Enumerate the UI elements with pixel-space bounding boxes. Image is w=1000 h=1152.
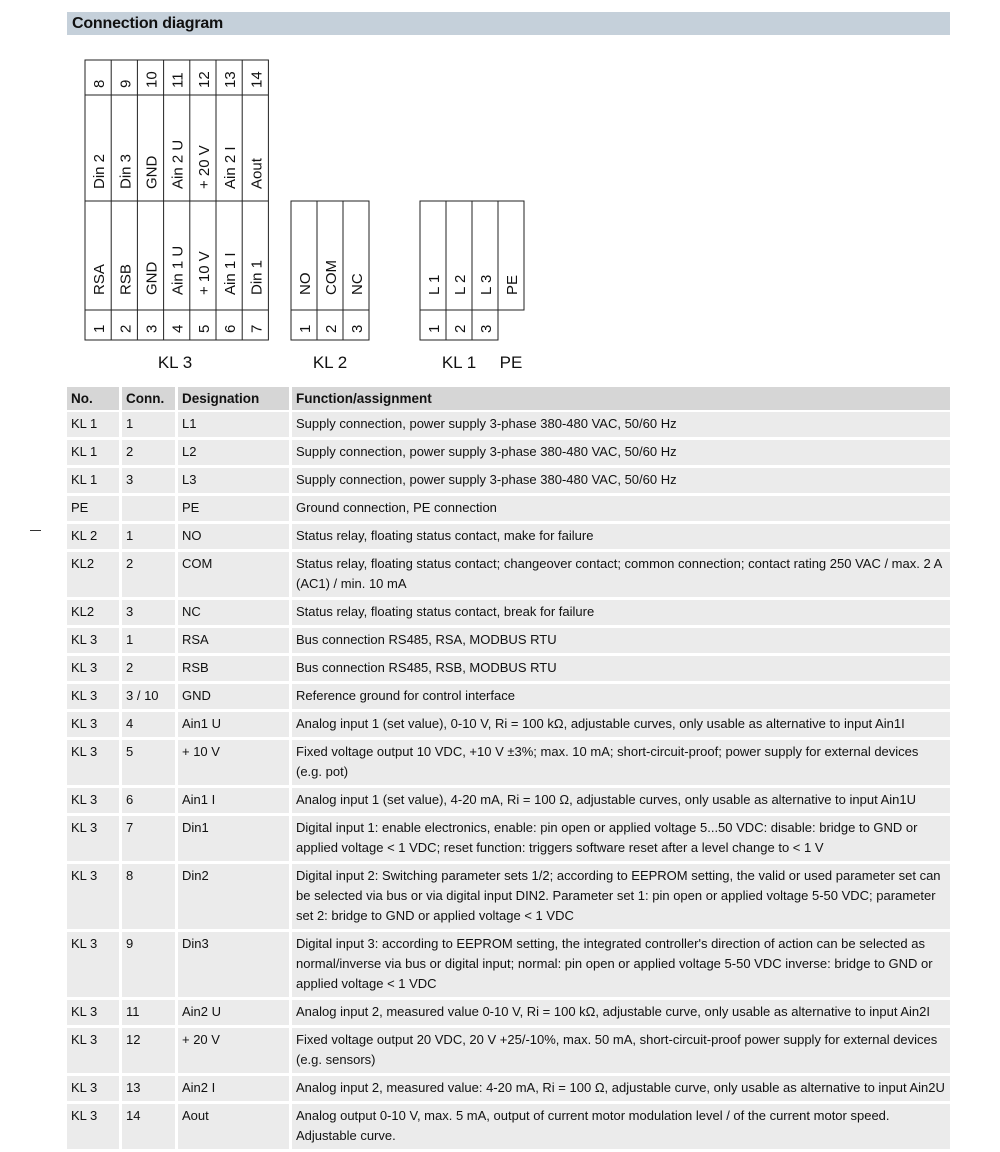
cell-no: KL 3 bbox=[67, 740, 122, 788]
table-row bbox=[67, 496, 950, 524]
cell-designation: NC bbox=[178, 600, 292, 628]
section-title: Connection diagram bbox=[67, 12, 950, 35]
kl3-bottom-name: + 10 V bbox=[195, 251, 213, 295]
kl3-top-name: + 20 V bbox=[195, 145, 213, 189]
cell-designation: L3 bbox=[178, 468, 292, 496]
cell-designation: Din3 bbox=[178, 932, 292, 1000]
table-header-row bbox=[67, 387, 950, 412]
pe-name: PE bbox=[504, 274, 521, 295]
cell-conn: 13 bbox=[122, 1076, 178, 1104]
kl2-number: 2 bbox=[323, 324, 340, 333]
kl1-outline bbox=[420, 201, 498, 340]
cell-designation: RSA bbox=[178, 628, 292, 656]
kl3-bottom-name: RSB bbox=[117, 264, 135, 295]
cell-no: KL2 bbox=[67, 552, 122, 600]
cell-function: Supply connection, power supply 3-phase 380-480 VAC, 50/60 Hz bbox=[292, 440, 950, 468]
cell-no: KL 3 bbox=[67, 684, 122, 712]
terminal-block-kl1 bbox=[420, 201, 498, 340]
cell-function: Fixed voltage output 10 VDC, +10 V ±3%; max. 10 mA; short-circuit-proof; power supply for external devices (e.g. pot) bbox=[292, 740, 950, 788]
cell-conn: 7 bbox=[122, 816, 178, 864]
table-row bbox=[67, 600, 950, 628]
cell-conn: 2 bbox=[122, 440, 178, 468]
kl3-top-name: Din 3 bbox=[117, 153, 135, 189]
pe-label: PE bbox=[499, 353, 523, 372]
cell-function: Analog input 1 (set value), 4-20 mA, Ri = 100 Ω, adjustable curves, only usable as alternative to input Ain1U bbox=[292, 788, 950, 816]
cell-conn: 3 bbox=[122, 600, 178, 628]
cell-function: Bus connection RS485, RSB, MODBUS RTU bbox=[292, 656, 950, 684]
cell-function: Digital input 2: Switching parameter sets 1/2; according to EEPROM setting, the valid or used parameter set can be selected via bus or via digital input DIN2. Parameter set 1: pin open or applied voltage 5-50 VDC; parameter set 2: bridge to GND or applied voltage < 1 VDC bbox=[292, 864, 950, 932]
cell-no: KL2 bbox=[67, 600, 122, 628]
terminal-block-kl2 bbox=[291, 201, 369, 340]
kl3-bottom-name: RSA bbox=[91, 264, 109, 295]
header-function: Function/assignment bbox=[292, 387, 950, 412]
cell-designation: GND bbox=[178, 684, 292, 712]
cell-designation: Aout bbox=[178, 1104, 292, 1152]
cell-conn: 3 bbox=[122, 468, 178, 496]
cell-conn: 1 bbox=[122, 524, 178, 552]
cell-conn: 5 bbox=[122, 740, 178, 788]
cell-designation: NO bbox=[178, 524, 292, 552]
kl3-bottom-number: 2 bbox=[117, 324, 135, 333]
cell-function: Analog output 0-10 V, max. 5 mA, output of current motor modulation level / of the current motor speed. Adjustable curve. bbox=[292, 1104, 950, 1152]
table-row bbox=[67, 712, 950, 740]
cell-no: KL 3 bbox=[67, 1000, 122, 1028]
kl3-top-number: 14 bbox=[248, 71, 266, 88]
cell-conn: 1 bbox=[122, 628, 178, 656]
cell-function: Supply connection, power supply 3-phase 380-480 VAC, 50/60 Hz bbox=[292, 412, 950, 440]
kl1-name: L 3 bbox=[478, 274, 495, 295]
cell-no: KL 3 bbox=[67, 788, 122, 816]
table-row bbox=[67, 524, 950, 552]
kl3-label: KL 3 bbox=[157, 353, 193, 372]
kl3-bottom-number: 3 bbox=[143, 324, 161, 333]
cell-designation: + 10 V bbox=[178, 740, 292, 788]
table-row bbox=[67, 628, 950, 656]
cell-function: Status relay, floating status contact, break for failure bbox=[292, 600, 950, 628]
table-row bbox=[67, 1000, 950, 1028]
cell-no: KL 3 bbox=[67, 712, 122, 740]
cell-conn: 14 bbox=[122, 1104, 178, 1152]
cell-function: Analog input 2, measured value: 4-20 mA, Ri = 100 Ω, adjustable curve, only usable as alternative to input Ain2U bbox=[292, 1076, 950, 1104]
cell-conn: 11 bbox=[122, 1000, 178, 1028]
cell-designation: Ain1 U bbox=[178, 712, 292, 740]
kl3-top-name: Ain 2 I bbox=[222, 146, 240, 189]
cell-designation: COM bbox=[178, 552, 292, 600]
cell-function: Fixed voltage output 20 VDC, 20 V +25/-10%, max. 50 mA, short-circuit-proof power supply for external devices (e.g. sensors) bbox=[292, 1028, 950, 1076]
kl1-number: 2 bbox=[452, 324, 469, 333]
table-row bbox=[67, 864, 950, 932]
kl3-bottom-number: 1 bbox=[91, 324, 109, 333]
kl3-top-number: 13 bbox=[222, 71, 240, 88]
cell-no: KL 1 bbox=[67, 468, 122, 496]
cell-conn: 2 bbox=[122, 656, 178, 684]
cell-function: Ground connection, PE connection bbox=[292, 496, 950, 524]
table-row bbox=[67, 684, 950, 712]
table-row bbox=[67, 1076, 950, 1104]
cell-function: Digital input 1: enable electronics, enable: pin open or applied voltage 5...50 VDC: disable: bridge to GND or applied voltage < 1 VDC; reset function: triggers software reset after a level change to < 1 V bbox=[292, 816, 950, 864]
cell-conn: 6 bbox=[122, 788, 178, 816]
cell-designation: Din1 bbox=[178, 816, 292, 864]
kl3-bottom-number: 5 bbox=[195, 324, 213, 333]
kl3-bottom-name: GND bbox=[143, 261, 161, 295]
cell-no: KL 3 bbox=[67, 628, 122, 656]
kl3-bottom-name: Din 1 bbox=[248, 259, 266, 295]
connection-diagram bbox=[0, 0, 1000, 380]
kl3-top-name: Aout bbox=[248, 158, 266, 189]
cell-designation: PE bbox=[178, 496, 292, 524]
cell-no: PE bbox=[67, 496, 122, 524]
cell-conn: 2 bbox=[122, 552, 178, 600]
kl2-label: KL 2 bbox=[312, 353, 348, 372]
cell-designation: Din2 bbox=[178, 864, 292, 932]
kl3-top-name: Din 2 bbox=[91, 153, 109, 189]
connection-table bbox=[67, 387, 950, 1152]
cell-conn bbox=[122, 496, 178, 524]
cell-no: KL 3 bbox=[67, 1028, 122, 1076]
kl3-top-name: GND bbox=[143, 155, 161, 189]
cell-no: KL 3 bbox=[67, 864, 122, 932]
kl3-top-number: 10 bbox=[143, 71, 161, 88]
cell-conn: 4 bbox=[122, 712, 178, 740]
cell-no: KL 1 bbox=[67, 440, 122, 468]
terminal-block-pe bbox=[498, 201, 524, 310]
cell-designation: L1 bbox=[178, 412, 292, 440]
cell-function: Status relay, floating status contact; changeover contact; common connection; contact rating 250 VAC / max. 2 A (AC1) / min. 10 mA bbox=[292, 552, 950, 600]
kl3-top-number: 9 bbox=[117, 79, 135, 88]
cell-no: KL 3 bbox=[67, 1076, 122, 1104]
kl3-top-number: 11 bbox=[169, 72, 187, 88]
terminal-block-kl3 bbox=[85, 60, 268, 340]
cell-conn: 1 bbox=[122, 412, 178, 440]
header-no: No. bbox=[67, 387, 122, 412]
cell-no: KL 3 bbox=[67, 932, 122, 1000]
kl3-bottom-name: Ain 1 U bbox=[169, 245, 187, 295]
cell-function: Supply connection, power supply 3-phase 380-480 VAC, 50/60 Hz bbox=[292, 468, 950, 496]
kl2-name: NO bbox=[297, 272, 314, 295]
cell-designation: RSB bbox=[178, 656, 292, 684]
table-row bbox=[67, 816, 950, 864]
kl1-name: L 1 bbox=[426, 274, 443, 295]
kl2-number: 1 bbox=[297, 324, 314, 333]
kl1-number: 3 bbox=[478, 324, 495, 333]
kl3-bottom-name: Ain 1 I bbox=[222, 252, 240, 295]
table-row bbox=[67, 1028, 950, 1076]
kl1-number: 1 bbox=[426, 324, 443, 333]
cell-function: Analog input 2, measured value 0-10 V, Ri = 100 kΩ, adjustable curve, only usable as alternative to input Ain2I bbox=[292, 1000, 950, 1028]
kl1-name: L 2 bbox=[452, 274, 469, 295]
margin-mark bbox=[30, 530, 41, 531]
cell-no: KL 2 bbox=[67, 524, 122, 552]
cell-function: Digital input 3: according to EEPROM setting, the integrated controller's direction of action can be selected as normal/inverse via bus or digital input; normal: pin open or applied voltage 5-50 VDC inverse: bridge to GND or applied voltage < 1 VDC bbox=[292, 932, 950, 1000]
cell-designation: Ain2 I bbox=[178, 1076, 292, 1104]
kl3-outline bbox=[85, 60, 268, 340]
cell-function: Reference ground for control interface bbox=[292, 684, 950, 712]
kl3-top-number: 8 bbox=[91, 79, 109, 88]
cell-conn: 8 bbox=[122, 864, 178, 932]
header-designation: Designation bbox=[178, 387, 292, 412]
kl3-top-name: Ain 2 U bbox=[169, 139, 187, 189]
table-row bbox=[67, 552, 950, 600]
cell-conn: 12 bbox=[122, 1028, 178, 1076]
table-row bbox=[67, 440, 950, 468]
cell-designation: Ain2 U bbox=[178, 1000, 292, 1028]
table-row bbox=[67, 468, 950, 496]
kl2-name: NC bbox=[349, 273, 366, 295]
header-conn: Conn. bbox=[122, 387, 178, 412]
cell-no: KL 3 bbox=[67, 816, 122, 864]
table-row bbox=[67, 788, 950, 816]
table-row bbox=[67, 656, 950, 684]
kl2-number: 3 bbox=[349, 324, 366, 333]
kl2-name: COM bbox=[323, 260, 340, 295]
table-row bbox=[67, 932, 950, 1000]
table-row bbox=[67, 1104, 950, 1152]
table-row bbox=[67, 740, 950, 788]
cell-function: Analog input 1 (set value), 0-10 V, Ri = 100 kΩ, adjustable curves, only usable as alternative to input Ain1I bbox=[292, 712, 950, 740]
cell-no: KL 3 bbox=[67, 1104, 122, 1152]
cell-conn: 9 bbox=[122, 932, 178, 1000]
cell-no: KL 1 bbox=[67, 412, 122, 440]
cell-designation: L2 bbox=[178, 440, 292, 468]
block-labels bbox=[158, 353, 523, 372]
kl3-bottom-number: 7 bbox=[248, 324, 266, 333]
cell-function: Bus connection RS485, RSA, MODBUS RTU bbox=[292, 628, 950, 656]
cell-designation: Ain1 I bbox=[178, 788, 292, 816]
kl3-top-number: 12 bbox=[195, 71, 213, 88]
cell-function: Status relay, floating status contact, make for failure bbox=[292, 524, 950, 552]
kl1-label: KL 1 bbox=[441, 353, 477, 372]
kl3-bottom-number: 6 bbox=[222, 324, 240, 333]
table-row bbox=[67, 412, 950, 440]
kl3-bottom-number: 4 bbox=[169, 324, 187, 333]
cell-designation: + 20 V bbox=[178, 1028, 292, 1076]
cell-conn: 3 / 10 bbox=[122, 684, 178, 712]
cell-no: KL 3 bbox=[67, 656, 122, 684]
